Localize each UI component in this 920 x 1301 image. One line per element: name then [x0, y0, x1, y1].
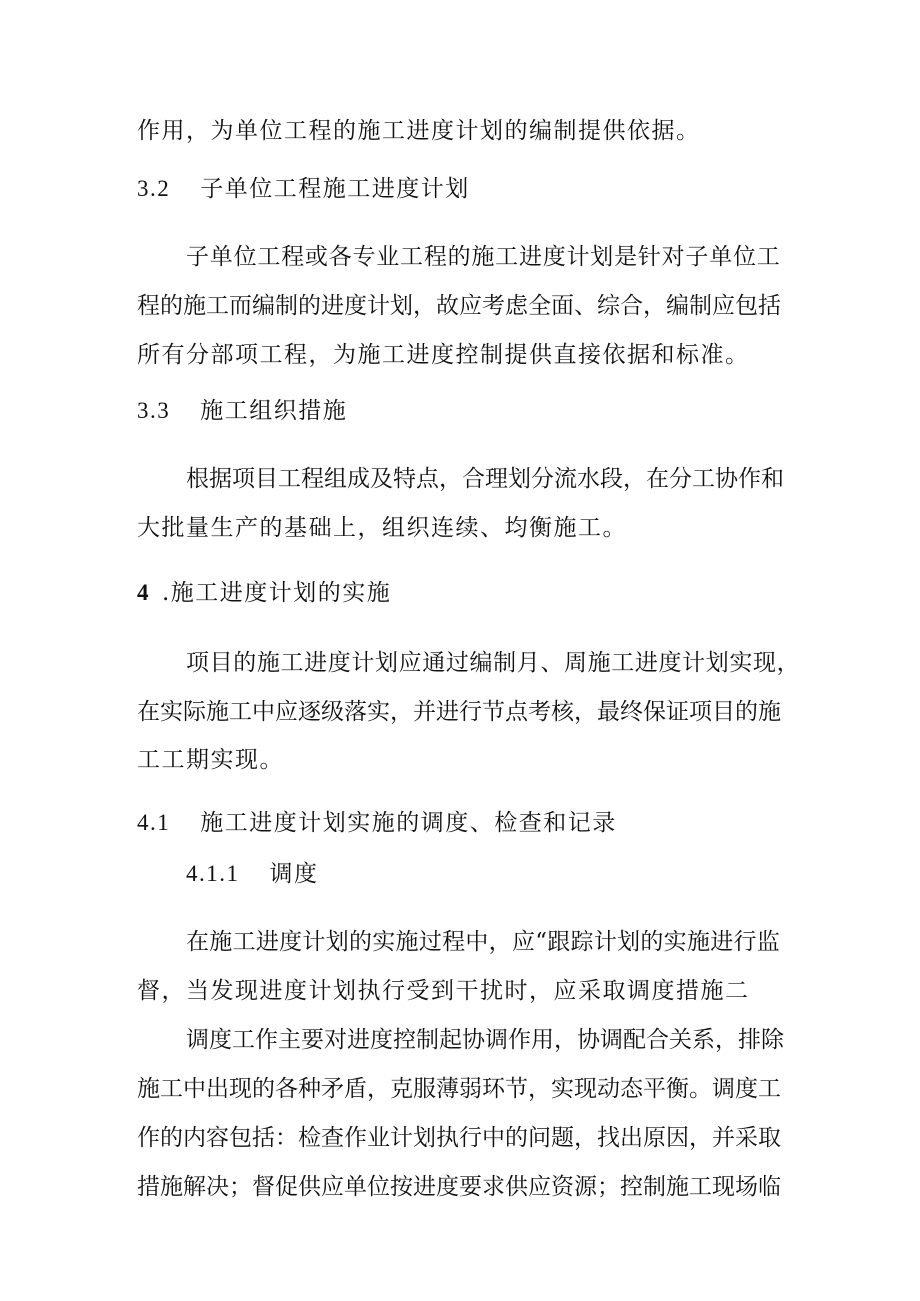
section-title: 施工进度计划实施的调度、检查和记录: [200, 810, 617, 836]
paragraph-line: 作 的 内 容 包 括 ： 检 查 作 业 计 划 执 行 中 的 问 题 ， 找 出 原 因 ， 并 采 取: [137, 1125, 781, 1151]
section-number: 4.1.1: [186, 861, 240, 886]
section-heading-4: [137, 578, 391, 608]
paragraph-line: 根 据 项 目 工 程 组 成 及 特 点 ， 合 理 划 分 流 水 段 ， 在 分 工 协 作 和: [186, 466, 784, 492]
section-number: 4: [137, 580, 150, 605]
section-title: 施工组织措施: [200, 398, 348, 424]
section-title: 调度: [269, 861, 319, 887]
paragraph-line: 施 工 中 出 现 的 各 种 矛 盾 ， 克 服 薄 弱 环 节 ， 实 现 动 态 平 衡 。 调 度 工: [137, 1076, 781, 1102]
paragraph-line: 工工期实现。: [137, 747, 284, 773]
paragraph-line: 督，当发现进度计划执行受到干扰时，应采取调度措施二: [137, 978, 750, 1004]
paragraph-line: 子 单 位 工 程 或 各 专 业 工 程 的 施 工 进 度 计 划 是 针 对 子 单 位 工: [186, 244, 780, 270]
section-title: .施工进度计划的实施: [162, 580, 392, 606]
section-heading-4-1: [137, 808, 617, 838]
paragraph-line: 在 施 工 进 度 计 划 的 实 施 过 程 中 ， 应 “ 跟 踪 计 划 的 实 施 进 行 监: [186, 929, 780, 955]
paragraph-line: 大批量生产的基础上，组织连续、均衡施工。: [137, 515, 627, 541]
section-title: 子单位工程施工进度计划: [200, 176, 470, 202]
paragraph-line: 调 度 工 作 主 要 对 进 度 控 制 起 协 调 作 用 ， 协 调 配 合 关 系 ， 排 除: [186, 1027, 784, 1053]
section-number: 3.2: [137, 176, 171, 201]
paragraph-line: 在 实 际 施 工 中 应 逐 级 落 实 ， 并 进 行 节 点 考 核 ， 最 终 保 证 项 目 的 施: [137, 699, 781, 725]
paragraph-line: 措 施 解 决 ； 督 促 供 应 单 位 按 进 度 要 求 供 应 资 源 ； 控 制 施 工 现 场 临: [137, 1174, 781, 1200]
paragraph-line: 所有分部项工程，为施工进度控制提供直接依据和标准。: [137, 342, 750, 368]
paragraph-line: 程 的 施 工 而 编 制 的 进 度 计 划 ， 故 应 考 虑 全 面 、 综 合 ， 编 制 应 包 括: [137, 293, 781, 319]
section-number: 3.3: [137, 398, 171, 423]
section-heading-3-2: [137, 174, 470, 204]
paragraph-line: 项 目 的 施 工 进 度 计 划 应 通 过 编 制 月 、 周 施 工 进 度 计 划 实 现 ，: [186, 650, 800, 676]
paragraph-line: 作用，为单位工程的施工进度计划的编制提供依据。: [137, 118, 701, 144]
section-heading-3-3: [137, 396, 347, 426]
section-number: 4.1: [137, 810, 171, 835]
section-heading-4-1-1: [186, 859, 319, 889]
